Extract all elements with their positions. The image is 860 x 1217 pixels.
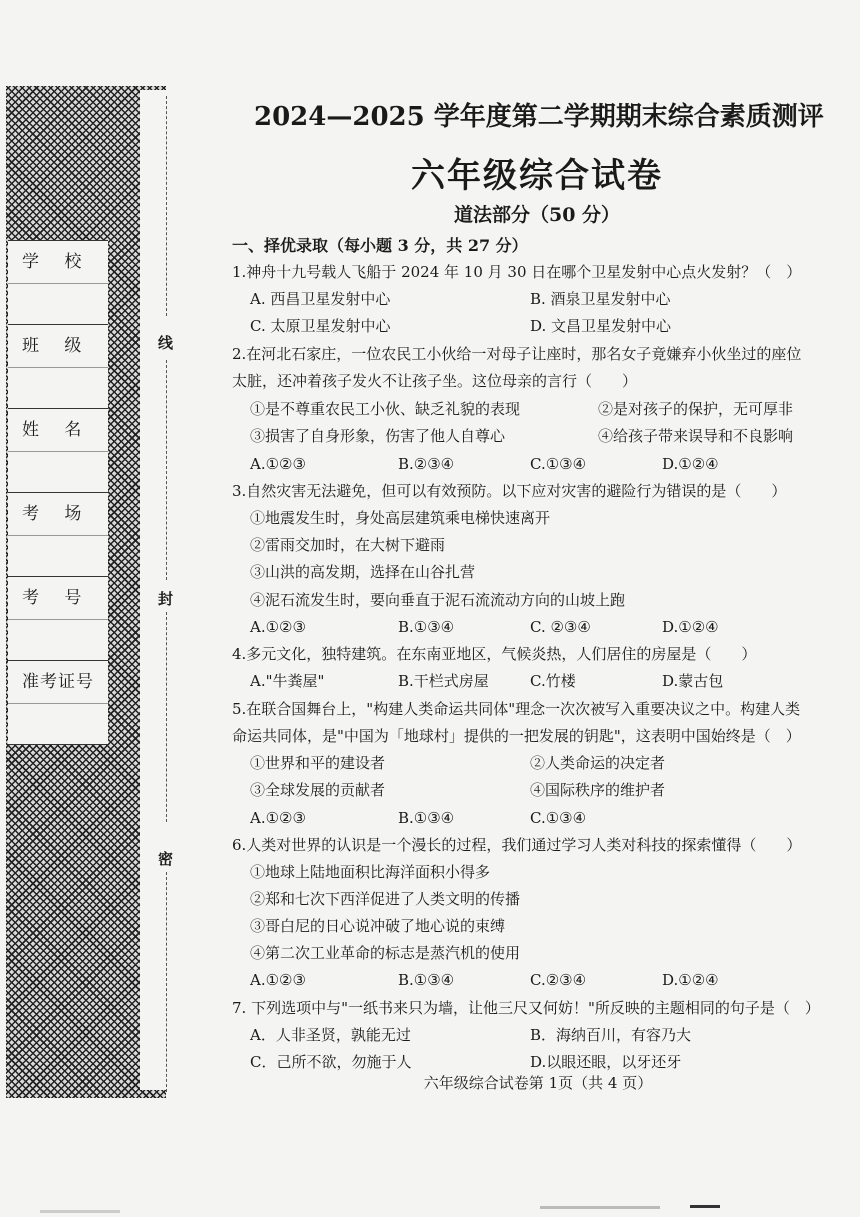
statement: ④泥石流发生时，要向垂直于泥石流流动方向的山坡上跑 (250, 591, 626, 609)
info-blank[interactable] (8, 620, 108, 660)
info-blank[interactable] (8, 284, 108, 324)
info-label: 班 级 (8, 325, 108, 368)
info-blank[interactable] (8, 368, 108, 408)
seal-char-mi: 密 (158, 850, 174, 868)
info-blank[interactable] (8, 536, 108, 576)
option: D.①②④ (662, 971, 719, 989)
statement: ④国际秩序的维护者 (530, 781, 666, 799)
option: B.干栏式房屋 (398, 672, 489, 690)
option: D.蒙古包 (662, 672, 724, 690)
question-5: 5.在联合国舞台上，"构建人类命运共同体"理念一次次被写入重要决议之中。构建人类 (232, 700, 801, 718)
option: B.②③④ (398, 455, 455, 473)
scan-artifact (540, 1206, 660, 1209)
statement: ②郑和七次下西洋促进了人类文明的传播 (250, 890, 521, 908)
option: C. ②③④ (530, 618, 591, 636)
option: C. 太原卫星发射中心 (250, 317, 391, 335)
option: B.①③④ (398, 971, 455, 989)
student-info-table (8, 240, 108, 745)
question-3: 3.自然灾害无法避免，但可以有效预防。以下应对灾害的避险行为错误的是（ ） (232, 482, 787, 500)
option: A.①②③ (250, 618, 306, 636)
statement: ③全球发展的贡献者 (250, 781, 386, 799)
statement: ①世界和平的建设者 (250, 754, 386, 772)
seal-char-feng: 封 (158, 590, 174, 608)
statement: ③山洪的高发期，选择在山谷扎营 (250, 563, 476, 581)
option: C．己所不欲，勿施于人 (250, 1053, 412, 1071)
question-5-cont: 命运共同体，是"中国为「地球村」提供的一把发展的钥匙"，这表明中国始终是（ ） (232, 727, 801, 745)
option: C.①③④ (530, 809, 587, 827)
statement: ②是对孩子的保护，无可厚非 (598, 400, 794, 418)
option: B.①③④ (398, 618, 455, 636)
option: B. 酒泉卫星发射中心 (530, 290, 671, 308)
statement: ①地球上陆地面积比海洋面积小得多 (250, 863, 491, 881)
paper-title: 六年级综合试卷 (411, 156, 663, 196)
option: A.①②③ (250, 455, 306, 473)
binding-dashed-line (166, 96, 167, 316)
scan-artifact (690, 1205, 720, 1208)
statement: ④第二次工业革命的标志是蒸汽机的使用 (250, 944, 521, 962)
option: D.以眼还眼，以牙还牙 (530, 1053, 682, 1071)
statement: ①是不尊重农民工小伙、缺乏礼貌的表现 (250, 400, 521, 418)
option: A.①②③ (250, 971, 306, 989)
exam-title: 2024—2025 学年度第二学期期末综合素质测评 (254, 102, 824, 132)
binding-dashed-line (166, 360, 167, 580)
option: D.①②④ (662, 618, 719, 636)
statement: ③哥白尼的日心说冲破了地心说的束缚 (250, 917, 506, 935)
info-label: 学 校 (8, 241, 108, 284)
option: D.①②④ (662, 455, 719, 473)
question-2: 2.在河北石家庄，一位农民工小伙给一对母子让座时，那名女子竟嫌弃小伙坐过的座位 (232, 345, 802, 363)
binding-dashed-line (166, 872, 167, 1092)
info-label: 准考证号 (8, 661, 108, 704)
statement: ④给孩子带来误导和不良影响 (598, 427, 794, 445)
info-label: 考 场 (8, 493, 108, 536)
option: A."牛粪屋" (250, 672, 325, 690)
option: C.①③④ (530, 455, 587, 473)
statement: ③损害了自身形象，伤害了他人自尊心 (250, 427, 506, 445)
option: C.竹楼 (530, 672, 576, 690)
info-row-exam-room (8, 493, 108, 577)
info-blank[interactable] (8, 452, 108, 492)
option: A．人非圣贤，孰能无过 (250, 1026, 411, 1044)
question-7: 7. 下列选项中与"一纸书来只为墙，让他三尺又何妨！"所反映的主题相同的句子是（ ） (232, 999, 820, 1017)
info-label: 姓 名 (8, 409, 108, 452)
scan-artifact (40, 1210, 120, 1213)
seal-char-xian: 线 (158, 334, 174, 352)
info-blank[interactable] (8, 704, 108, 744)
binding-dashed-line (166, 612, 167, 822)
option: B.①③④ (398, 809, 455, 827)
info-label: 考 号 (8, 577, 108, 620)
info-row-school (8, 241, 108, 325)
statement: ②人类命运的决定者 (530, 754, 666, 772)
section-part-title: 道法部分（50 分） (453, 204, 621, 226)
option: A. 西昌卫星发射中心 (250, 290, 391, 308)
option: A.①②③ (250, 809, 306, 827)
info-row-admission-number (8, 661, 108, 745)
option: C.②③④ (530, 971, 587, 989)
page-footer: 六年级综合试卷第 1页（共 4 页） (423, 1074, 653, 1092)
question-2-cont: 太脏，还冲着孩子发火不让孩子坐。这位母亲的言行（ ） (232, 372, 638, 390)
section-heading: 一、择优录取（每小题 3 分，共 27 分） (232, 236, 528, 255)
statement: ②雷雨交加时，在大树下避雨 (250, 536, 446, 554)
question-4: 4.多元文化，独特建筑。在东南亚地区，气候炎热，人们居住的房屋是（ ） (232, 645, 757, 663)
info-row-name (8, 409, 108, 493)
info-row-exam-number (8, 577, 108, 661)
option: B．海纳百川，有容乃大 (530, 1026, 692, 1044)
option: D. 文昌卫星发射中心 (530, 317, 672, 335)
statement: ①地震发生时，身处高层建筑乘电梯快速离开 (250, 509, 551, 527)
info-row-class (8, 325, 108, 409)
question-6: 6.人类对世界的认识是一个漫长的过程，我们通过学习人类对科技的探索懂得（ ） (232, 836, 802, 854)
question-1: 1.神舟十九号载人飞船于 2024 年 10 月 30 日在哪个卫星发射中心点火发射？（ ） (232, 263, 802, 281)
